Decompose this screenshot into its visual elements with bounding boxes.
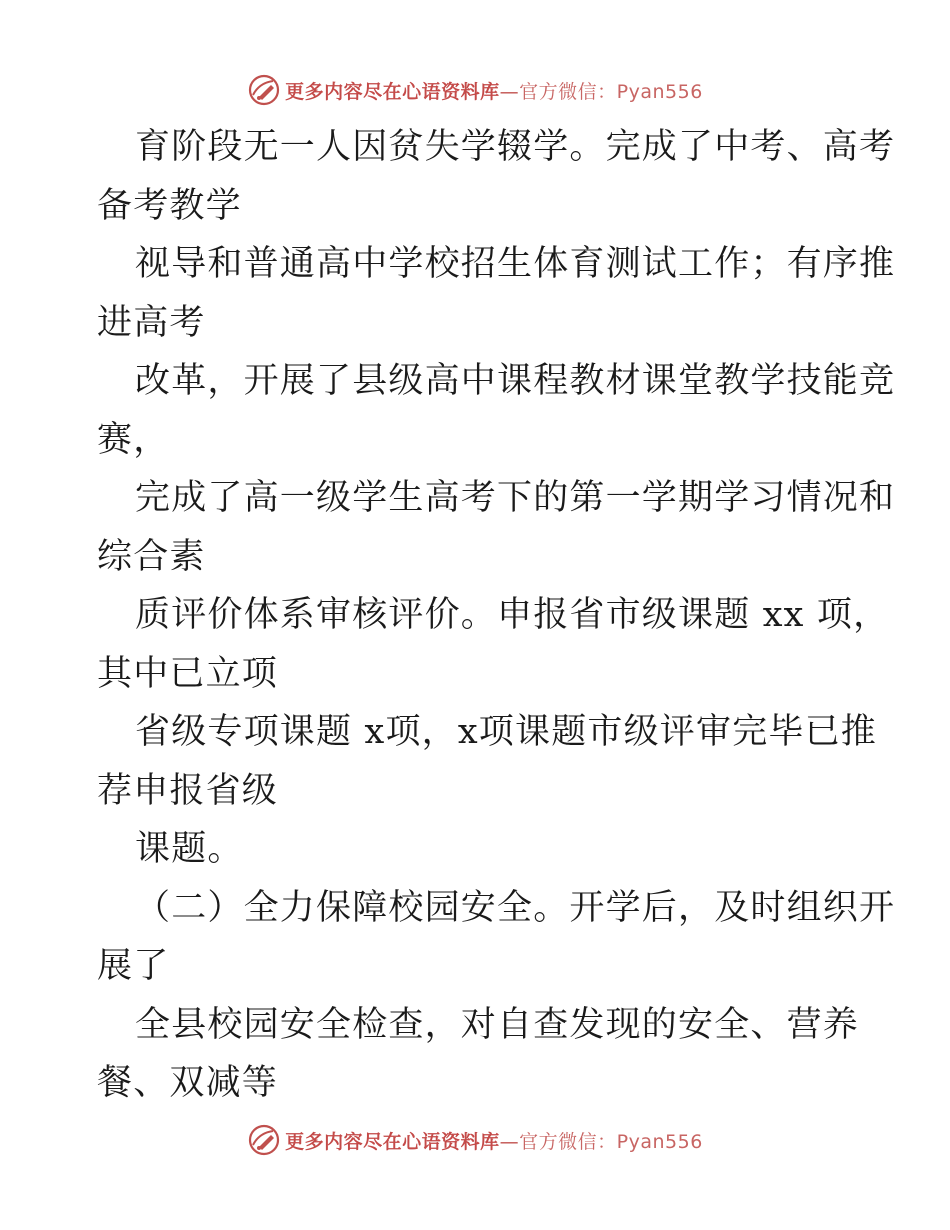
watermark-brand-text: 更多内容尽在心语资料库 xyxy=(285,1130,500,1153)
paragraph-line: 育阶段无一人因贫失学辍学。完成了中考、高考 xyxy=(135,127,896,167)
paragraph-line: 进高考 xyxy=(97,302,206,343)
paragraph-line: 视导和普通高中学校招生体育测试工作；有序推 xyxy=(135,244,896,284)
paragraph-line: 省级专项课题 x项，x项课题市级评审完毕已推 xyxy=(135,712,878,752)
header-watermark-banner xyxy=(0,70,950,110)
watermark-separator: — xyxy=(499,80,520,103)
paragraph-line: 改革，开展了县级高中课程教材课堂教学技能竞 xyxy=(135,361,896,401)
pen-logo-icon xyxy=(247,73,281,107)
watermark-brand-text: 更多内容尽在心语资料库 xyxy=(285,80,500,103)
watermark-wechat-text: 官方微信：Pyan556 xyxy=(519,1130,703,1153)
paragraph-line: 综合素 xyxy=(97,536,206,577)
document-body xyxy=(97,118,896,1113)
paragraph-line: 课题。 xyxy=(135,829,244,869)
footer-watermark-banner xyxy=(0,1120,950,1160)
paragraph-line: 展了 xyxy=(97,946,170,986)
paragraph-line: 备考教学 xyxy=(97,185,242,226)
paragraph-line: 全县校园安全检查，对自查发现的安全、营养 xyxy=(135,1004,860,1045)
watermark-separator: — xyxy=(499,1130,520,1153)
watermark-wechat-text: 官方微信：Pyan556 xyxy=(519,80,703,103)
paragraph-line: 质评价体系审核评价。申报省市级课题 xx 项， xyxy=(135,595,890,635)
paragraph-line: 完成了高一级学生高考下的第一学期学习情况和 xyxy=(135,478,896,518)
paragraph-line: 赛， xyxy=(97,419,170,460)
paragraph-line: 荐申报省级 xyxy=(97,770,279,811)
paragraph-line: 其中已立项 xyxy=(97,653,279,694)
paragraph-line: 餐、双减等 xyxy=(97,1063,279,1103)
pen-logo-icon xyxy=(247,1123,281,1157)
section-heading-line: （二）全力保障校园安全。开学后，及时组织开 xyxy=(135,887,896,928)
